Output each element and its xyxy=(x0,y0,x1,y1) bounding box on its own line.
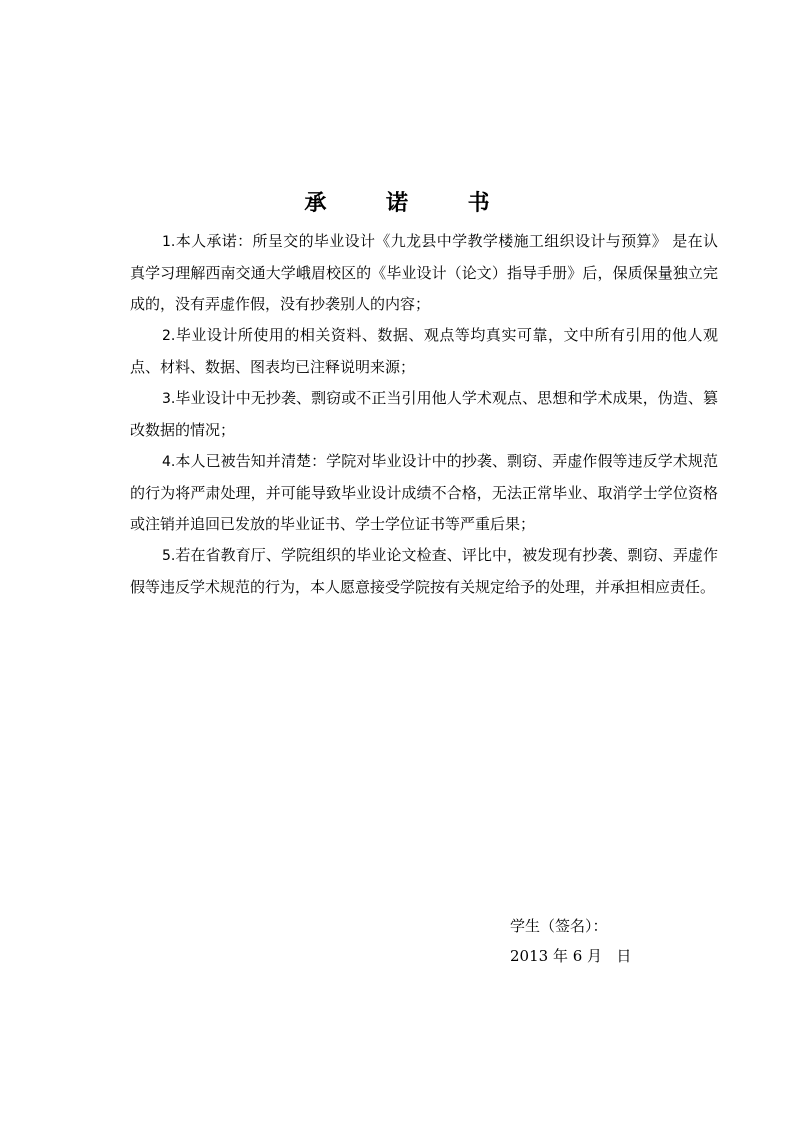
item-number: 3. xyxy=(162,391,176,407)
commitment-item-5 xyxy=(130,540,718,603)
commitment-item-3 xyxy=(130,383,718,446)
item-number: 2. xyxy=(162,328,176,344)
signature-label: 学生（签名）： xyxy=(510,917,608,935)
item-text: 若在省教育厅、学院组织的毕业论文检查、评比中，被发现有抄袭、剽窃、弄虚作假等违反学术规范的行为，本人愿意接受学院按有关规定给予的处理，并承担相应责任。 xyxy=(130,546,718,596)
page-title: 承 诺 书 xyxy=(304,190,516,216)
commitment-item-4 xyxy=(130,446,718,540)
commitment-item-2 xyxy=(130,320,718,383)
item-number: 1. xyxy=(162,234,176,250)
commitment-item-1 xyxy=(130,226,718,320)
item-number: 5. xyxy=(162,548,176,564)
item-text: 毕业设计所使用的相关资料、数据、观点等均真实可靠，文中所有引用的他人观点、材料、数据、图表均已注释说明来源； xyxy=(130,326,718,376)
item-text: 本人承诺：所呈交的毕业设计《九龙县中学教学楼施工组织设计与预算》 是在认真学习理解西南交通大学峨眉校区的《毕业设计（论文）指导手册》后，保质保量独立完成的，没有弄虚作假，没有抄袭别人的内容； xyxy=(130,232,718,313)
item-text: 毕业设计中无抄袭、剽窃或不正当引用他人学术观点、思想和学术成果，伪造、篡改数据的情况； xyxy=(130,389,718,439)
item-text: 本人已被告知并清楚：学院对毕业设计中的抄袭、剽窃、弄虚作假等违反学术规范的行为将严肃处理，并可能导致毕业设计成绩不合格，无法正常毕业、取消学士学位资格或注销并追回已发放的毕业证书、学士学位证书等严重后果； xyxy=(130,452,718,533)
item-number: 4. xyxy=(162,454,176,470)
signature-date: 2013 年 6 月 日 xyxy=(510,947,632,965)
commitment-body xyxy=(130,226,718,603)
